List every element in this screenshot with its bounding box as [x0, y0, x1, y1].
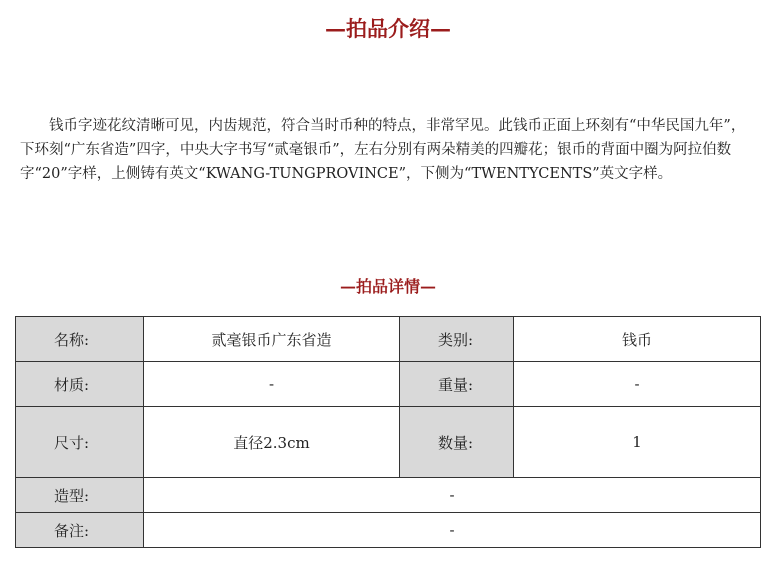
table-row: [16, 362, 761, 407]
quantity-value: 1: [514, 407, 761, 478]
details-table: [15, 316, 761, 548]
material-label: 材质:: [16, 362, 144, 407]
shape-label: 造型:: [16, 478, 144, 513]
size-value: 直径2.3cm: [144, 407, 400, 478]
name-label: 名称:: [16, 317, 144, 362]
name-value: 贰毫银币广东省造: [144, 317, 400, 362]
size-label: 尺寸:: [16, 407, 144, 478]
intro-description: 钱币字迹花纹清晰可见，内齿规范，符合当时币种的特点，非常罕见。此钱币正面上环刻有“中华民国九年”，下环刻“广东省造”四字，中央大字书写“贰毫银币”，左右分别有两朵精美的四瓣花；银币的背面中圈为阿拉伯数字“20”字样，上侧铸有英文“KWANG-TUNGPROVINCE”，下侧为“TWENTYCENTS”英文字样。: [20, 118, 746, 182]
weight-value: -: [514, 362, 761, 407]
table-row: [16, 513, 761, 548]
table-row: [16, 478, 761, 513]
category-label: 类别:: [400, 317, 514, 362]
table-row: [16, 407, 761, 478]
remarks-label: 备注:: [16, 513, 144, 548]
details-title: —拍品详情—: [339, 277, 436, 296]
intro-title: —拍品介绍—: [325, 16, 451, 41]
table-row: [16, 317, 761, 362]
material-value: -: [144, 362, 400, 407]
remarks-value: -: [144, 513, 761, 548]
shape-value: -: [144, 478, 761, 513]
category-value: 钱币: [514, 317, 761, 362]
weight-label: 重量:: [400, 362, 514, 407]
quantity-label: 数量:: [400, 407, 514, 478]
